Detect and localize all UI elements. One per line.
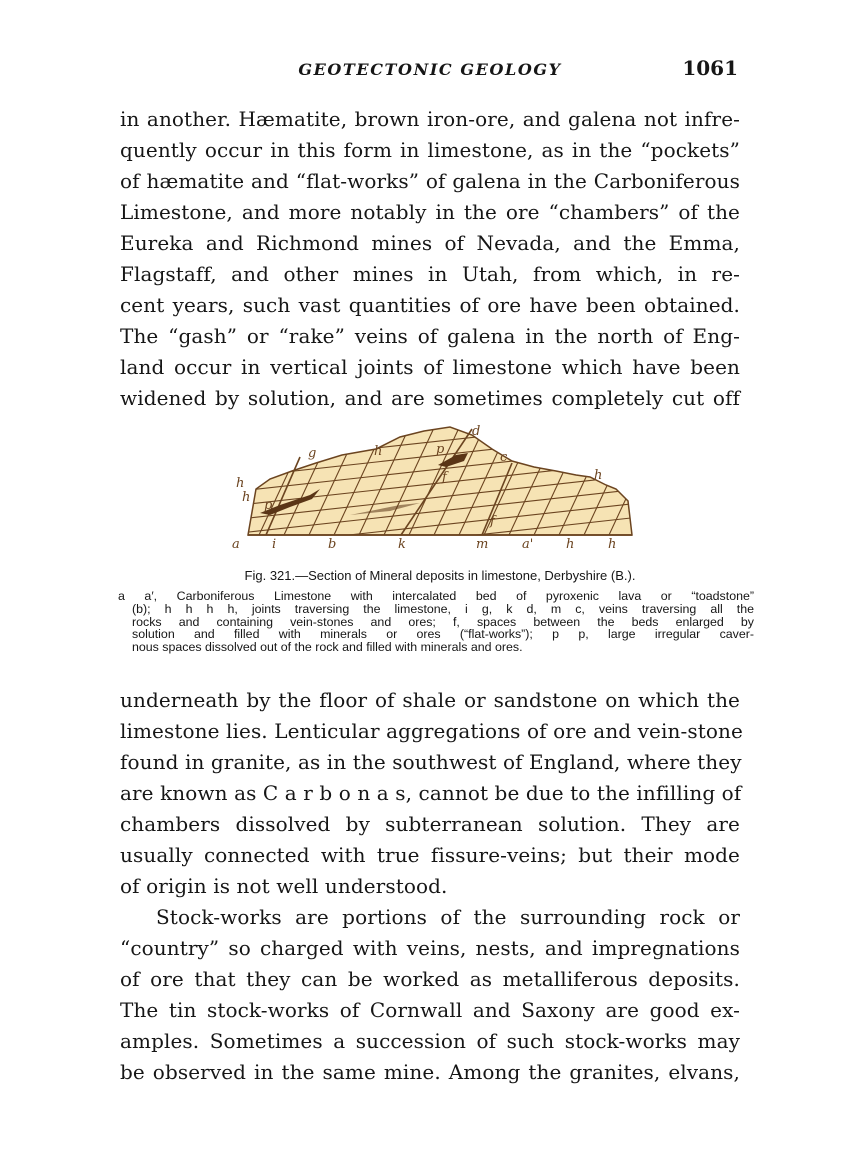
label-f: f (442, 470, 447, 485)
running-title: GEOTECTONIC GEOLOGY (298, 60, 562, 79)
geological-section-figure (120, 415, 740, 565)
rock-body (220, 415, 665, 565)
legend-line: rocks and containing vein-stones and ores; f, spaces between the beds enlarged by (132, 614, 754, 629)
text-line: The “gash” or “rake” veins of galena in the north of Eng- (120, 324, 740, 348)
body-text-bottom (120, 685, 743, 1088)
label-p: p (436, 442, 445, 457)
label-a: a (232, 537, 240, 552)
label-p: p (264, 498, 273, 513)
label-f: f (490, 514, 495, 529)
figure-legend (118, 590, 754, 654)
text-line: cent years, such vast quantities of ore have been obtained. (120, 293, 740, 317)
text-line: chambers dissolved by subterranean solution. They are (120, 812, 740, 836)
label-a-prime: a' (522, 537, 534, 552)
label-h: h (608, 537, 617, 552)
text-line: land occur in vertical joints of limestone which have been (120, 355, 740, 379)
text-line: “country” so charged with veins, nests, and impregnations (120, 936, 740, 960)
legend-line: a a′, Carboniferous Limestone with intercalated bed of pyroxenic lava or “toadstone” (118, 589, 754, 603)
label-m: m (476, 537, 489, 552)
label-h: h (594, 468, 603, 483)
text-line: of ore that they can be worked as metalliferous deposits. (120, 967, 740, 991)
text-line: amples. Sometimes a succession of such stock-works may (120, 1029, 740, 1053)
section-illustration (120, 415, 740, 565)
text-line: of hæmatite and “flat-works” of galena in the Carboniferous (120, 169, 740, 193)
text-line: are known as C a r b o n a s, cannot be due to the infilling of (120, 781, 742, 805)
label-h: h (236, 476, 245, 491)
text-line: underneath by the floor of shale or sandstone on which the (120, 688, 740, 712)
label-g: g (308, 446, 317, 461)
label-b: b (328, 537, 337, 552)
text-line: widened by solution, and are sometimes completely cut off (120, 386, 740, 410)
text-line: Stock-works are portions of the surrounding rock or (156, 905, 740, 929)
body-text-top (120, 104, 740, 414)
text-line: limestone lies. Lenticular aggregations of ore and vein-stone (120, 719, 743, 743)
text-line: found in granite, as in the southwest of England, where they (120, 750, 742, 774)
label-h: h (242, 490, 251, 505)
text-line: The tin stock-works of Cornwall and Saxony are good ex- (120, 998, 740, 1022)
page-number: 1061 (682, 56, 738, 80)
label-k: k (398, 537, 406, 552)
text-line: of origin is not well understood. (120, 874, 448, 898)
label-h: h (374, 444, 383, 459)
text-line: Flagstaff, and other mines in Utah, from which, in re- (120, 262, 740, 286)
text-line: in another. Hæmatite, brown iron-ore, and galena not infre- (120, 107, 740, 131)
label-c: c (500, 450, 508, 465)
text-line: usually connected with true fissure-veins; but their mode (120, 843, 740, 867)
label-i: i (272, 537, 277, 552)
figure-caption: Fig. 321.—Section of Mineral deposits in limestone, Derbyshire (B.). (244, 568, 636, 583)
text-line: Limestone, and more notably in the ore “chambers” of the (120, 200, 740, 224)
text-line: be observed in the same mine. Among the granites, elvans, (120, 1060, 740, 1084)
legend-line: solution and filled with minerals or ores (“flat-works”); p p, large irregular caver- (132, 627, 754, 642)
running-head (120, 56, 740, 90)
legend-line: (b); h h h h, joints traversing the limestone, i g, k d, m c, veins traversing all the (132, 601, 754, 616)
legend-line: nous spaces dissolved out of the rock and filled with minerals and ores. (132, 640, 523, 655)
label-d: d (472, 424, 481, 439)
text-line: quently occur in this form in limestone, as in the “pockets” (120, 138, 740, 162)
label-h: h (566, 537, 575, 552)
text-line: Eureka and Richmond mines of Nevada, and the Emma, (120, 231, 740, 255)
